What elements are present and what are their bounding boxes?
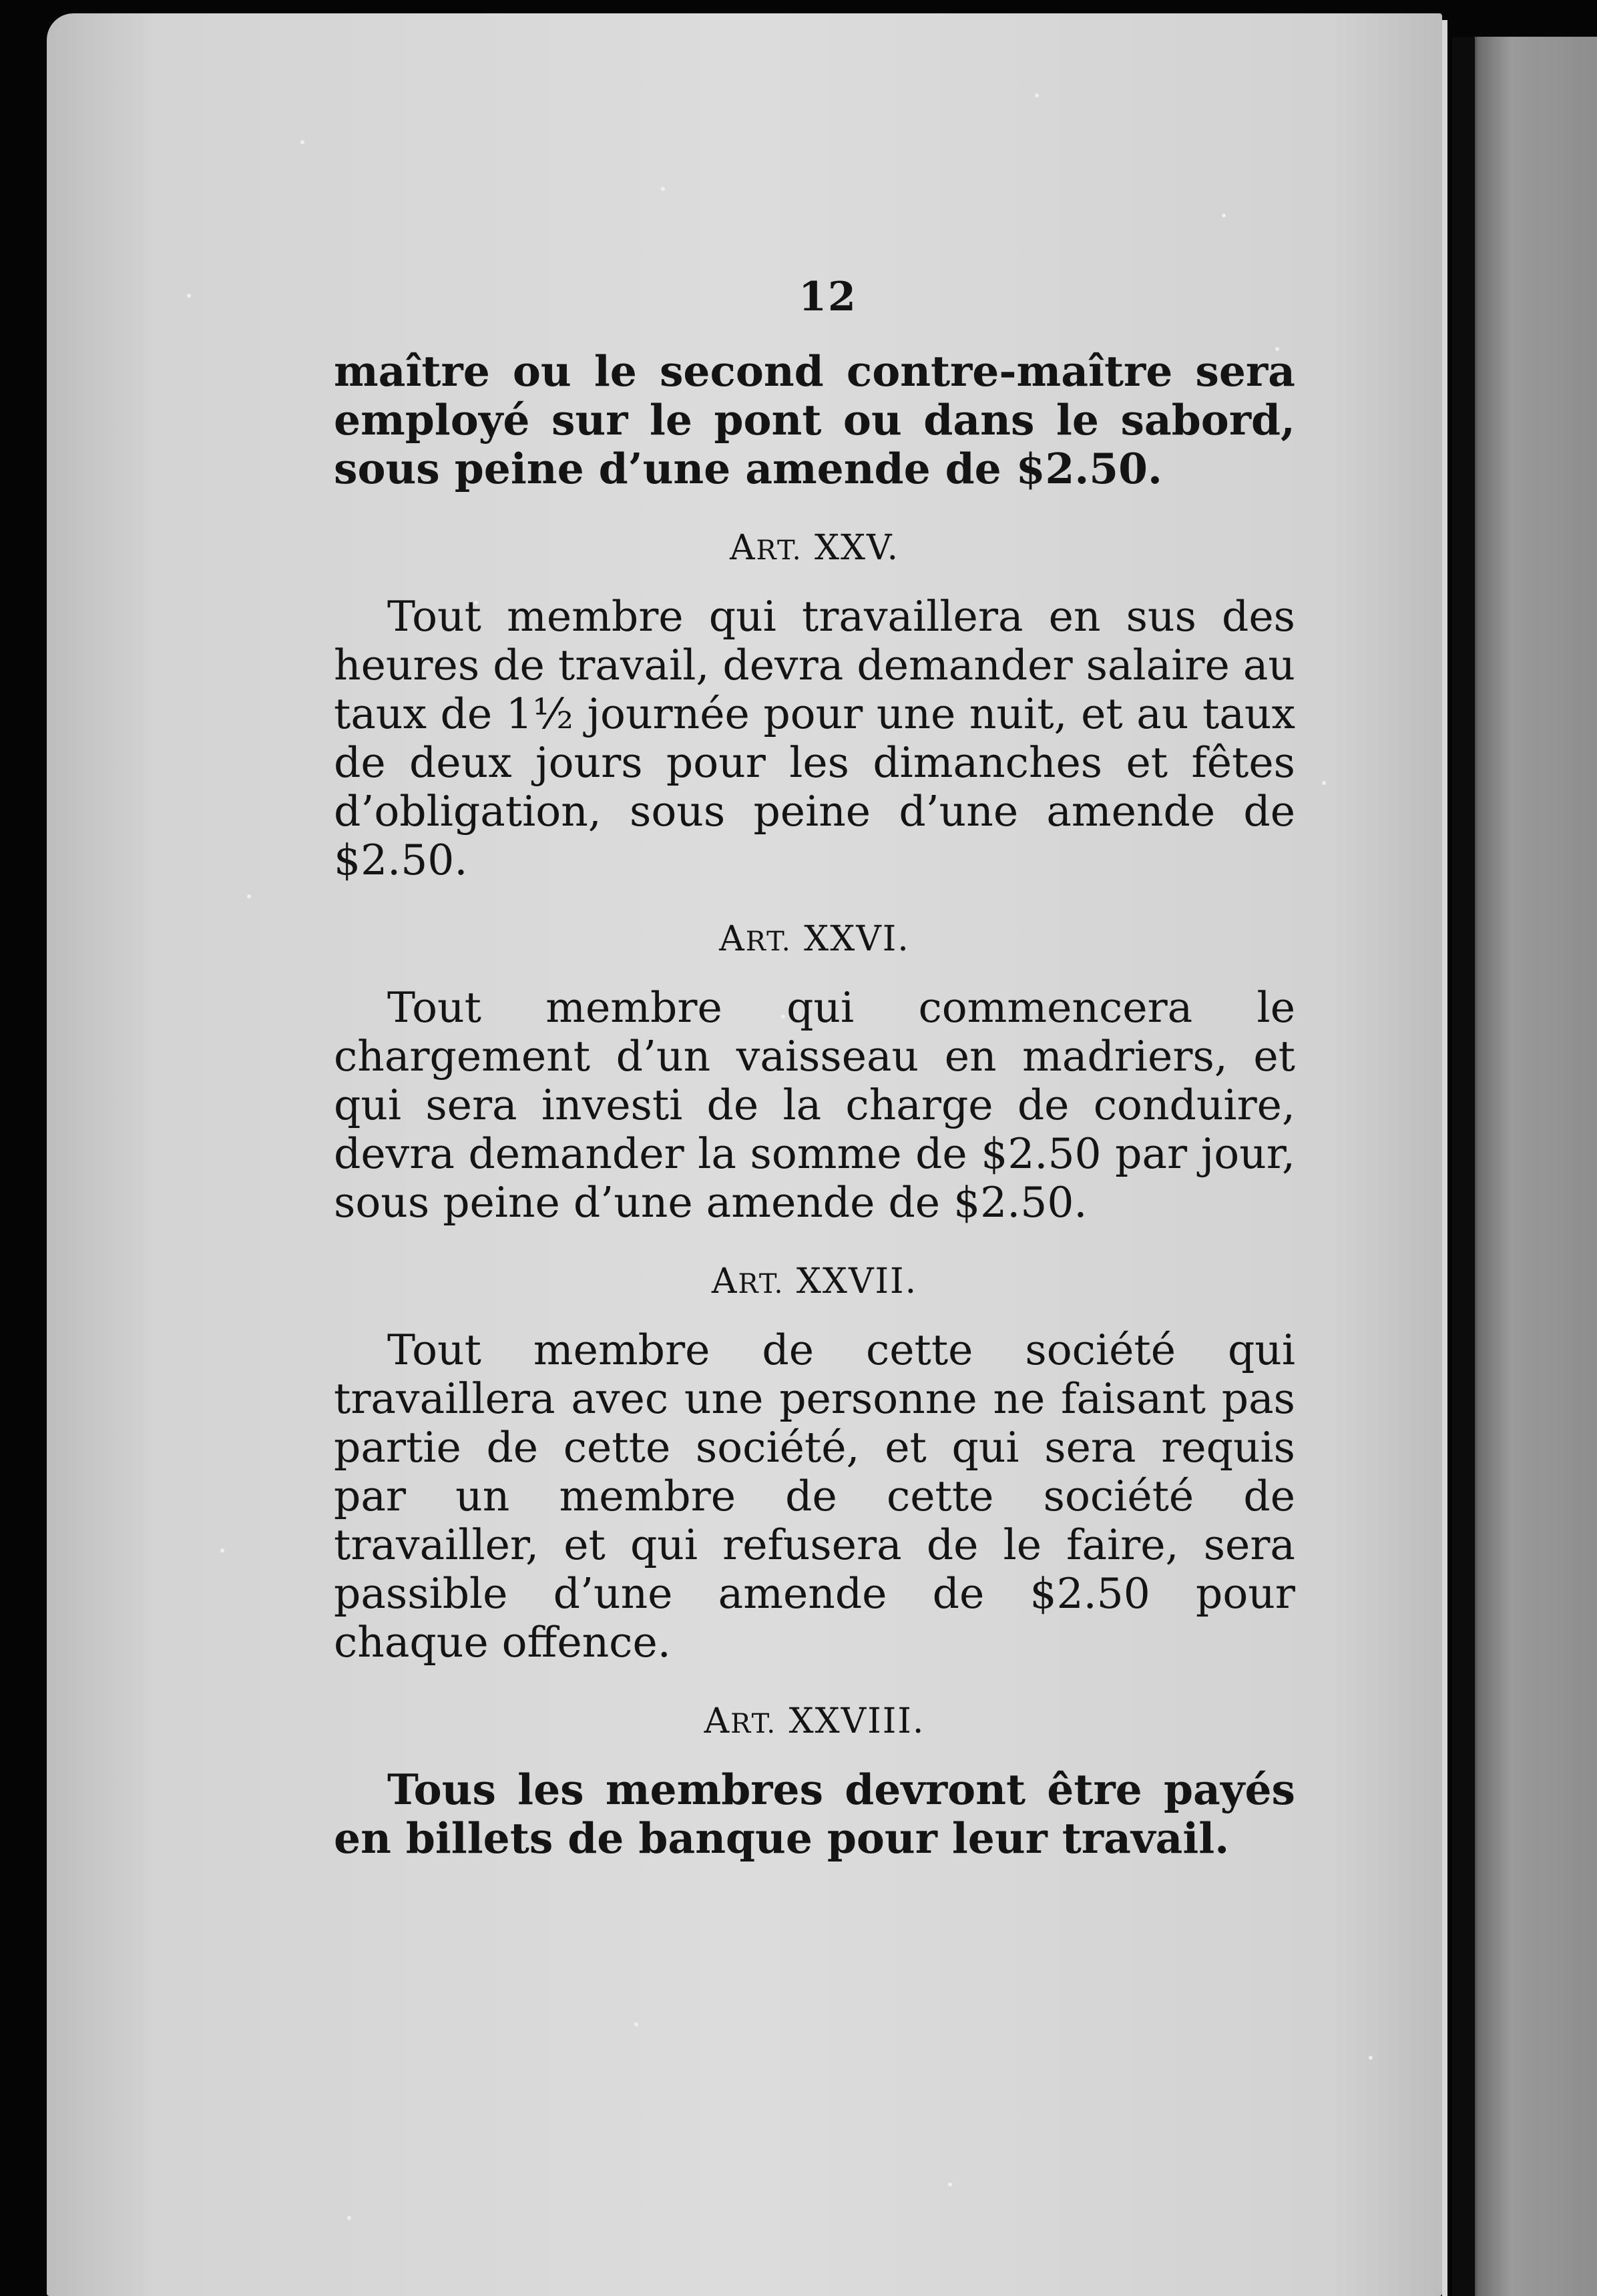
article-heading-27: ART. XXVII.	[711, 1261, 918, 1302]
paragraph-1: maître ou le second contre-maître sera employé sur le pont ou dans le sabord, sous peine d’une amende de $2.50.	[334, 346, 1295, 493]
article-heading-25: ART. XXV.	[729, 528, 900, 568]
article-heading-28: ART. XXVIII.	[704, 1701, 925, 1741]
article-heading-26: ART. XXVI.	[719, 919, 910, 959]
paragraph-5: Tous les membres devront être payés en billets de banque pour leur travail.	[334, 1765, 1295, 1863]
paragraph-3: Tout membre qui commencera le chargement d’un vaisseau en madriers, et qui sera investi de la charge de conduire, devra demander la somme de $2.50 par jour, sous peine d’une amende de $2.50.	[334, 983, 1295, 1227]
page-text	[334, 274, 1295, 1863]
paragraph-4: Tout membre de cette société qui travaillera avec une personne ne faisant pas partie de cette société, et qui sera requis par un membre de cette société de travailler, et qui refusera de le faire, sera passible d’une amende de $2.50 pour chaque offence.	[334, 1326, 1295, 1667]
page-gutter	[1442, 20, 1447, 2296]
page-number: 12	[798, 274, 857, 320]
facing-page-edge	[1452, 37, 1597, 2296]
paragraph-2: Tout membre qui travaillera en sus des heures de travail, devra demander salaire au taux de 1½ journée pour une nuit, et au taux de deux jours pour les dimanches et fêtes d’obligation, sous peine d’une amende de $2.50.	[334, 592, 1295, 884]
